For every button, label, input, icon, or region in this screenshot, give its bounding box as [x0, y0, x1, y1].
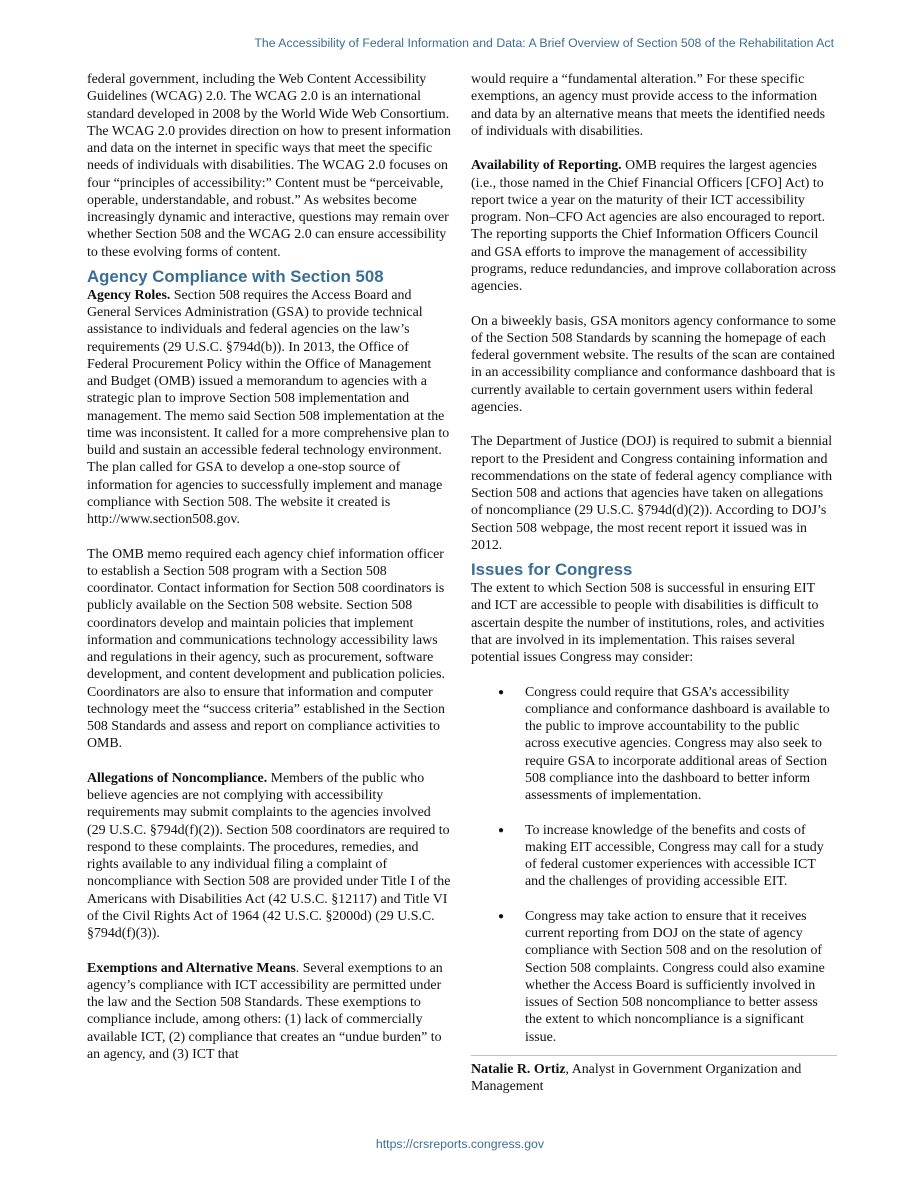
author-credit: [471, 1055, 837, 1096]
omb-memo-paragraph: The OMB memo required each agency chief information officer to establish a Section 508 program with a Section 508 coordinator. Contact information for Section 508 coordinators is publicly available on the Section 508 website. Section 508 coordinators develop and maintain policies that implement information and communications technology accessibility laws and regulations in their agency, such as procurement, software development, and content development and publication policies. Coordinators are also to ensure that information and computer technology meet the “success criteria” established in the Section 508 Standards and assess and report on compliance activities to OMB.: [87, 546, 445, 752]
agency-roles-text: Section 508 requires the Access Board and General Services Administration (GSA) to provide technical assistance to individuals and federal agencies on the law’s requirements (29 U.S.C. §794d(b)). In 2013, the Office of Federal Procurement Policy within the Office of Management and Budget (OMB) issued a memorandum to agencies with a strategic plan to improve Section 508 implementation and management. The memo said Section 508 implementation at the time was inconsistent. It called for a more comprehensive plan to build and sustain an accessible federal technology environment. The plan called for GSA to develop a one-stop source of information for agencies to successfully implement and manage compliance with Section 508. The website it created is http://www.section508.gov.: [87, 287, 450, 527]
section-heading-issues-for-congress: Issues for Congress: [471, 560, 633, 579]
allegations-text: Members of the public who believe agencies are not complying with accessibility requirements may submit complaints to the agencies involved (29 U.S.C. §794d(f)(2)). Section 508 coordinators are required to respond to these complaints. The procedures, remedies, and rights available to any individual filing a complaint of noncompliance with Section 508 are provided under Title I of the Americans with Disabilities Act (42 U.S.C. §12117) and Title VI of the Civil Rights Act of 1964 (42 U.S.C. §2000d) (29 U.S.C. §794d(f)(3)).: [87, 770, 451, 941]
section-heading-agency-compliance: Agency Compliance with Section 508: [87, 266, 384, 286]
intro-paragraph: federal government, including the Web Content Accessibility Guidelines (WCAG) 2.0. The WCAG 2.0 is an international standard developed in 2008 by the World Wide Web Consortium. The WCAG 2.0 provides direction on how to present information and data on the internet in specific ways that meet the specific needs of individuals with disabilities. The WCAG 2.0 focuses on four “principles of accessibility:” Content must be “perceivable, operable, understandable, and robust.” As websites become increasingly dynamic and interactive, questions may remain over whether Section 508 and the WCAG 2.0 can ensure accessibility to these evolving forms of content.: [87, 72, 451, 260]
availability-paragraph: [471, 157, 837, 295]
footer-url: https://crsreports.congress.gov: [375, 1137, 545, 1151]
availability-lead: Availability of Reporting.: [471, 158, 622, 174]
allegations-paragraph: [87, 770, 451, 943]
issues-bullet-list: [471, 684, 837, 1046]
running-header: The Accessibility of Federal Information and Data: A Brief Overview of Section 508 of the Rehabilitation Act: [254, 36, 834, 50]
allegations-lead: Allegations of Noncompliance.: [87, 770, 268, 786]
exemptions-text: . Several exemptions to an agency’s compliance with ICT accessibility are permitted under the law and the Section 508 Standards. These exemptions to compliance include, among others: (1) lack of commercially available ICT, (2) compliance that creates an “undue burden” to an agency, and (3) ICT that: [87, 960, 443, 1062]
agency-roles-lead: Agency Roles.: [87, 287, 171, 303]
agency-roles-paragraph: [87, 287, 451, 529]
availability-text: OMB requires the largest agencies (i.e., those named in the Chief Financial Officers [CFO] Act) to report twice a year on the maturity of their ICT accessibility program. Non–CFO Act agencies are also encouraged to report. The reporting supports the Chief Information Officers Council and GSA efforts to improve the management of accessibility programs, reduce redundancies, and improve collaboration across agencies.: [471, 158, 836, 294]
author-title: , Analyst in Government Organization and Management: [471, 1061, 802, 1094]
author-name: Natalie R. Ortiz: [471, 1061, 566, 1077]
issues-intro-paragraph: The extent to which Section 508 is successful in ensuring EIT and ICT are accessible to people with disabilities is difficult to ascertain despite the number of institutions, roles, and activities that are involved in its implementation. This raises several potential issues Congress may consider:: [471, 581, 825, 665]
doj-paragraph: The Department of Justice (DOJ) is required to submit a biennial report to the President and Congress containing information and recommendations on the state of federal agency compliance with Section 508 and actions that agencies have taken on allegations of noncompliance (29 U.S.C. §794d(d)(2)). According to DOJ’s Section 508 webpage, the most recent report it issued was in 2012.: [471, 434, 833, 553]
list-item: ● Congress may take action to ensure that it receives current reporting from DOJ on the state of agency compliance with Section 508 and on the resolution of Section 508 complaints. Congress could also examine whether the Access Board is sufficiently involved in issues of Section 508 noncompliance to better assess the extent to which noncompliance is a significant issue.: [471, 908, 837, 1046]
gsa-monitoring-paragraph: On a biweekly basis, GSA monitors agency conformance to some of the Section 508 Standards by scanning the homepage of each federal government website. The results of the scan are contained in an accessibility compliance and conformance dashboard that is currently available to certain government users within federal agencies.: [471, 313, 836, 415]
left-column: [87, 71, 451, 1063]
list-item: ● To increase knowledge of the benefits and costs of making EIT accessible, Congress may call for a study of federal customer experiences with accessible ICT and the challenges of providing accessible EIT.: [471, 822, 837, 891]
exemptions-continued-paragraph: would require a “fundamental alteration.” For these specific exemptions, an agency must provide access to the information and data by an alternative means that meets the identified needs of individuals with disabilities.: [471, 72, 826, 139]
right-column: [471, 71, 837, 1095]
exemptions-paragraph: [87, 960, 451, 1064]
list-item: ● Congress could require that GSA’s accessibility compliance and conformance dashboard is available to the public to improve accountability to the public across executive agencies. Congress may also seek to require GSA to incorporate additional areas of Section 508 compliance into the dashboard to better inform assessments of implementation.: [471, 684, 837, 805]
exemptions-lead: Exemptions and Alternative Means: [87, 960, 296, 976]
